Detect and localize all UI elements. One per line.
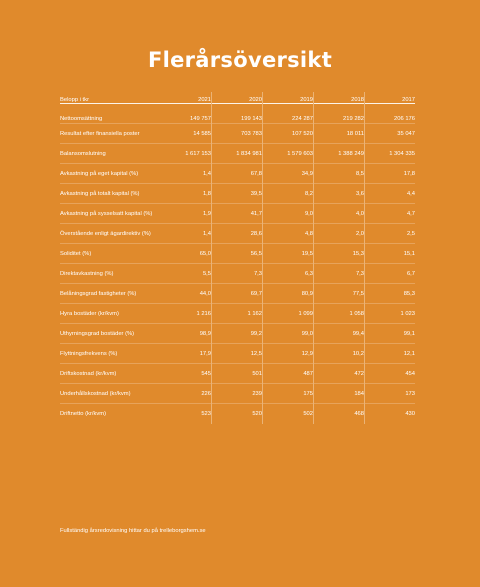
table-cell: 19,5 xyxy=(277,244,314,264)
table-cell: 15,1 xyxy=(403,250,415,257)
table-cell: 487 xyxy=(277,364,314,384)
table-cell: 77,5 xyxy=(328,284,365,304)
table-cell: 173 xyxy=(405,390,415,397)
table-cell: 8,2 xyxy=(277,184,314,204)
row-label: Avkastning på eget kapital (%) xyxy=(60,170,139,177)
table-row xyxy=(60,284,415,304)
table-cell: 1 023 xyxy=(400,310,415,317)
year-header: 2018 xyxy=(328,92,365,104)
table-cell: 4,4 xyxy=(406,190,415,197)
table-row xyxy=(60,384,415,404)
table-row xyxy=(60,144,415,164)
table-cell: 520 xyxy=(226,404,263,424)
table-cell: 4,0 xyxy=(328,204,365,224)
row-label: Resultat efter finansiella poster xyxy=(60,130,140,137)
row-label: Uthyrningsgrad bostäder (%) xyxy=(60,330,135,337)
table-cell: 69,7 xyxy=(226,284,263,304)
table-cell: 7,3 xyxy=(328,264,365,284)
table-cell: 17,8 xyxy=(403,170,415,177)
year-header: 2020 xyxy=(226,92,263,104)
table-cell: 226 xyxy=(175,384,212,404)
table-cell: 99,0 xyxy=(277,324,314,344)
row-label: Avkastning på totalt kapital (%) xyxy=(60,190,140,197)
table-row xyxy=(60,124,415,144)
table-cell: 4,7 xyxy=(406,210,415,217)
table-cell: 34,9 xyxy=(277,164,314,184)
table-cell: 56,5 xyxy=(226,244,263,264)
table-cell: 44,0 xyxy=(175,284,212,304)
table-cell: 472 xyxy=(328,364,365,384)
table-cell: 468 xyxy=(328,404,365,424)
table-cell: 85,3 xyxy=(403,290,415,297)
row-label: Flyttningsfrekvens (%) xyxy=(60,350,118,357)
footer-note: Fullständig årsredovisning hittar du på trelleborgshem.se xyxy=(60,528,206,534)
table-cell: 1 058 xyxy=(328,304,365,324)
table-cell: 5,5 xyxy=(175,264,212,284)
table-cell: 1 579 603 xyxy=(277,144,314,164)
table-cell: 199 143 xyxy=(226,104,263,124)
table-cell: 545 xyxy=(175,364,212,384)
table-cell: 65,0 xyxy=(175,244,212,264)
year-header: 2019 xyxy=(277,92,314,104)
table-cell: 219 282 xyxy=(328,104,365,124)
table-cell: 6,7 xyxy=(406,270,415,277)
table-cell: 17,9 xyxy=(175,344,212,364)
row-label: Balansomslutning xyxy=(60,150,106,157)
table-row xyxy=(60,164,415,184)
table-cell: 523 xyxy=(175,404,212,424)
table-cell: 1 099 xyxy=(277,304,314,324)
table-cell: 1 216 xyxy=(175,304,212,324)
table-cell: 8,5 xyxy=(328,164,365,184)
row-label: Underhållskostnad (kr/kvm) xyxy=(60,390,131,397)
table-cell: 1 617 153 xyxy=(175,144,212,164)
table-cell: 6,3 xyxy=(277,264,314,284)
table-cell: 149 757 xyxy=(175,104,212,124)
table-cell: 224 287 xyxy=(277,104,314,124)
table-header-row xyxy=(60,92,415,104)
page-title: Flerårsöversikt xyxy=(147,48,333,72)
table-cell: 15,3 xyxy=(328,244,365,264)
table-row xyxy=(60,244,415,264)
table-cell: 12,1 xyxy=(403,350,415,357)
table-row xyxy=(60,104,415,124)
table-cell: 12,5 xyxy=(226,344,263,364)
table-row xyxy=(60,404,415,424)
table-cell: 2,0 xyxy=(328,224,365,244)
table-cell: 1,9 xyxy=(175,204,212,224)
table-cell: 98,9 xyxy=(175,324,212,344)
table-cell: 703 783 xyxy=(226,124,263,144)
table-cell: 1 834 981 xyxy=(226,144,263,164)
table-cell: 239 xyxy=(226,384,263,404)
table-cell: 14 585 xyxy=(175,124,212,144)
table-row xyxy=(60,324,415,344)
table-cell: 501 xyxy=(226,364,263,384)
table-cell: 99,2 xyxy=(226,324,263,344)
table-cell: 12,9 xyxy=(277,344,314,364)
header-label: Belopp i tkr xyxy=(60,97,89,103)
table-cell: 35 047 xyxy=(397,130,415,137)
year-header: 2017 xyxy=(402,97,415,103)
table-cell: 67,8 xyxy=(226,164,263,184)
row-label: Överstående enligt ägardirektiv (%) xyxy=(60,230,151,237)
table-cell: 502 xyxy=(277,404,314,424)
table-row xyxy=(60,184,415,204)
table-row xyxy=(60,224,415,244)
table-cell: 1 388 249 xyxy=(328,144,365,164)
table-cell: 1,4 xyxy=(175,224,212,244)
table-cell: 10,2 xyxy=(328,344,365,364)
table-row xyxy=(60,304,415,324)
row-label: Avkastning på sysselsatt kapital (%) xyxy=(60,210,153,217)
row-label: Direktavkastning (%) xyxy=(60,270,114,277)
table-cell: 80,9 xyxy=(277,284,314,304)
table-cell: 3,6 xyxy=(328,184,365,204)
table-cell: 28,6 xyxy=(226,224,263,244)
table-cell: 9,0 xyxy=(277,204,314,224)
table-cell: 206 176 xyxy=(394,115,415,122)
table-row xyxy=(60,364,415,384)
row-label: Soliditet (%) xyxy=(60,250,92,257)
year-header: 2021 xyxy=(175,92,212,104)
table-cell: 4,8 xyxy=(277,224,314,244)
table-cell: 39,5 xyxy=(226,184,263,204)
table-cell: 184 xyxy=(328,384,365,404)
table-cell: 1 304 335 xyxy=(389,150,415,157)
table-cell: 430 xyxy=(405,410,415,417)
table-cell: 1 162 xyxy=(226,304,263,324)
row-label: Nettoomsättning xyxy=(60,115,103,122)
table-cell: 18 011 xyxy=(328,124,365,144)
row-label: Driftskostnad (kr/kvm) xyxy=(60,370,117,377)
row-label: Driftnetto (kr/kvm) xyxy=(60,410,107,417)
table-cell: 99,1 xyxy=(403,330,415,337)
multi-year-overview-table xyxy=(60,92,415,424)
table-cell: 454 xyxy=(405,370,415,377)
row-label: Hyra bostäder (kr/kvm) xyxy=(60,310,119,317)
table-cell: 107 520 xyxy=(277,124,314,144)
table-cell: 99,4 xyxy=(328,324,365,344)
table-row xyxy=(60,204,415,224)
table-row xyxy=(60,344,415,364)
table-cell: 41,7 xyxy=(226,204,263,224)
table-cell: 175 xyxy=(277,384,314,404)
table-cell: 2,5 xyxy=(406,230,415,237)
table-cell: 7,3 xyxy=(226,264,263,284)
row-label: Belåningsgrad fastigheter (%) xyxy=(60,290,137,297)
table-cell: 1,4 xyxy=(175,164,212,184)
table-row xyxy=(60,264,415,284)
table-cell: 1,8 xyxy=(175,184,212,204)
